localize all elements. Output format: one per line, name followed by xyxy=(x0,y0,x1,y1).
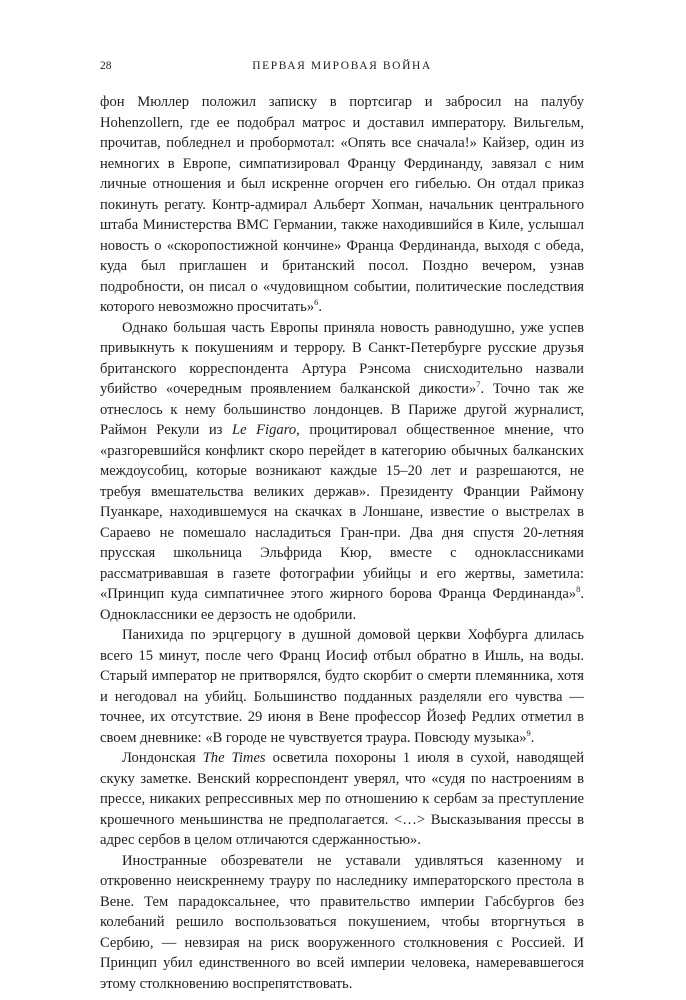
paragraph-3 xyxy=(100,625,584,748)
paragraph-3-end: . xyxy=(530,729,535,746)
footnote-ref-7: 7 xyxy=(476,379,481,390)
paragraph-4 xyxy=(100,748,584,851)
footnote-ref-9: 9 xyxy=(526,727,531,738)
paragraph-1-end: . xyxy=(318,299,323,315)
footnote-ref-8: 8 xyxy=(576,584,581,595)
page-number: 28 xyxy=(100,60,112,72)
paragraph-2-text-d: . Одноклассники ее дерзость не одобрили. xyxy=(100,586,584,623)
footnote-ref-6: 6 xyxy=(314,297,319,308)
paragraph-1 xyxy=(100,92,584,318)
page-header xyxy=(100,60,584,78)
paragraph-4-text-a: Лондонская xyxy=(122,750,203,766)
paragraph-2-text-c: , процитировал общественное мнение, что «разгоревшийся конфликт скоро перейдет в категорию обычных балканских междоусобиц, которые возникают каждые 15–20 лет и разрешаются, не требуя вмешательства великих держав». Президенту Франции Раймону Пуанкаре, находившемуся на скачках в Лоншане, известие о выстрелах в Сараево не помешало насладиться Гран-при. Два дня спустя 20-летняя прусская школьница Эльфрида Кюр, вместе с одноклассниками рассматривавшая в газете фотографии убийцы и его жертвы, заметила: «Принцип куда симпатичнее этого жирного борова Франца Фердинанда» xyxy=(100,422,584,602)
paragraph-2 xyxy=(100,318,584,626)
the-times-title: The Times xyxy=(202,750,266,766)
paragraph-5-text: Иностранные обозреватели не уставали удивляться казенному и откровенно неискреннему трауру по наследнику императорского престола в Вене. Тем парадоксальнее, что правительство империи Габсбургов без колебаний решило воспользоваться покушением, чтобы вторгнуться в Сербию, — невзирая на риск вооруженного столкновения с Россией. И Принцип убил единственного во всей империи человека, намеревавшегося этому столкновению воспрепятствовать. xyxy=(100,852,584,992)
paragraph-4-text-b: осветила похороны 1 июля в сухой, наводящей скуку заметке. Венский корреспондент уверял, что «судя по настроениям в прессе, никаких репрессивных мер по отношению к сербам за преступление крошечного меньшинства не предполагается. <…> Высказывания прессы в адрес сербов в целом отличаются сдержанностью». xyxy=(100,750,585,848)
running-head: ПЕРВАЯ МИРОВАЯ ВОЙНА xyxy=(252,60,432,72)
paragraph-2-text-b: . Точно так же отнеслось к нему большинство лондонцев. В Париже другой журналист, Раймон Рекули из xyxy=(100,381,584,438)
paragraph-3-text: Панихида по эрцгерцогу в душной домовой церкви Хофбурга длилась всего 15 минут, после чего Франц Иосиф отбыл обратно в Ишль, на воды. Старый император не притворялся, будто скорбит о смерти племянника, хотя и негодовал на убийц. Большинство подданных разделяли его чувства — точнее, их отсутствие. 29 июня в Вене профессор Йозеф Редлих отметил в своем дневнике: «В городе не чувствуется траура. Повсюду музыка» xyxy=(100,627,584,746)
body-text xyxy=(100,92,584,994)
paragraph-1-text: фон Мюллер положил записку в портсигар и забросил на палубу Hohenzollern, где ее подобрал матрос и доставил императору. Вильгельм, прочитав, побледнел и пробормотал: «Опять все сначала!» Кайзер, один из немногих в Европе, симпатизировал Францу Фердинанду, завязал с ним личные отношения и был искренне огорчен его гибелью. Он отдал приказ покинуть регату. Контр-адмирал Альберт Хопман, начальник центрального штаба Министерства ВМС Германии, также находившийся в Киле, услышал новость о «скоропостижной кончине» Франца Фердинанда, выходя с обеда, куда был приглашен и британский посол. Поздно вечером, узнав подробности, он писал о «чудовищном событии, политические последствия которого невозможно просчитать» xyxy=(100,94,584,315)
paragraph-2-text-a: Однако большая часть Европы приняла новость равнодушно, уже успев привыкнуть к покушениям и террору. В Санкт-Петербурге русские друзья британского корреспондента Артура Рэнсома снисходительно назвали убийство «очередным проявлением балканской дикости» xyxy=(100,319,584,397)
paragraph-5 xyxy=(100,851,584,995)
le-figaro-title: Le Figaro xyxy=(232,422,297,438)
